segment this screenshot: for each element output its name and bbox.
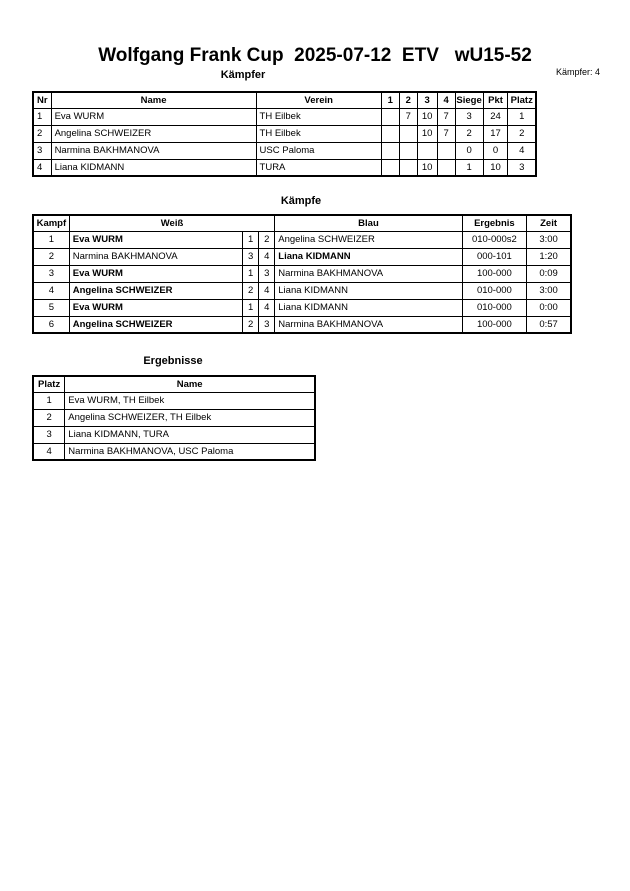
fighter-wins: 1: [455, 159, 483, 176]
fighter-r1: [381, 142, 399, 159]
fight-row: [33, 231, 571, 248]
page-title: Wolfgang Frank Cup 2025-07-12 ETV wU15-52: [98, 45, 532, 66]
col-round-2: 2: [399, 92, 417, 108]
fight-no: 1: [33, 231, 69, 248]
fighter-wins: 0: [455, 142, 483, 159]
fight-blue-nr: 2: [259, 231, 275, 248]
fighter-club: TH Eilbek: [256, 108, 381, 125]
fight-result: 100-000: [462, 265, 526, 282]
fights-table: [32, 214, 572, 334]
col-round-3: 3: [417, 92, 437, 108]
result-row: [33, 426, 315, 443]
col-round-4: 4: [437, 92, 455, 108]
result-name: Narmina BAKHMANOVA, USC Paloma: [65, 443, 315, 460]
fight-blue-nr: 3: [259, 316, 275, 333]
fighter-place: 2: [508, 125, 536, 142]
fight-row: [33, 248, 571, 265]
fighter-points: 17: [483, 125, 508, 142]
fighter-name: Liana KIDMANN: [51, 159, 256, 176]
fight-blue-name: Angelina SCHWEIZER: [275, 231, 462, 248]
fighter-r1: [381, 159, 399, 176]
fighter-r1: [381, 125, 399, 142]
fight-row: [33, 282, 571, 299]
fights-section-title: Kämpfe: [280, 195, 322, 207]
fighter-r3: 10: [417, 108, 437, 125]
fighter-club: USC Paloma: [256, 142, 381, 159]
fighter-place: 3: [508, 159, 536, 176]
fighter-nr: 4: [33, 159, 51, 176]
col-place: Platz: [508, 92, 536, 108]
fight-no: 6: [33, 316, 69, 333]
fighter-row: [33, 159, 536, 176]
fighter-club: TURA: [256, 159, 381, 176]
fights-header-row: [33, 215, 571, 231]
fighter-r4: [437, 142, 455, 159]
fight-blue-nr: 4: [259, 248, 275, 265]
fighter-name: Angelina SCHWEIZER: [51, 125, 256, 142]
fight-result: 010-000: [462, 282, 526, 299]
col-round-1: 1: [381, 92, 399, 108]
fight-white-nr: 1: [243, 265, 259, 282]
fighter-r3: [417, 142, 437, 159]
fight-blue-name: Liana KIDMANN: [275, 299, 462, 316]
fight-result: 010-000: [462, 299, 526, 316]
fighter-r3: 10: [417, 159, 437, 176]
fighter-wins: 2: [455, 125, 483, 142]
fight-no: 5: [33, 299, 69, 316]
fighter-place: 1: [508, 108, 536, 125]
col-name: Name: [51, 92, 256, 108]
fight-row: [33, 316, 571, 333]
fight-no: 4: [33, 282, 69, 299]
fighter-r4: 7: [437, 108, 455, 125]
fighter-r2: 7: [399, 108, 417, 125]
fight-blue-name: Narmina BAKHMANOVA: [275, 265, 462, 282]
fighter-r4: 7: [437, 125, 455, 142]
fight-time: 3:00: [527, 282, 571, 299]
fighter-row: [33, 142, 536, 159]
fight-white-name: Angelina SCHWEIZER: [69, 316, 242, 333]
fighter-nr: 2: [33, 125, 51, 142]
fight-white-nr: 1: [243, 231, 259, 248]
col-result-name: Name: [65, 376, 315, 392]
fighter-count: Kämpfer: 4: [555, 67, 600, 77]
result-name: Angelina SCHWEIZER, TH Eilbek: [65, 409, 315, 426]
results-table: [32, 375, 316, 461]
fight-result: 010-000s2: [462, 231, 526, 248]
fight-white-name: Eva WURM: [69, 231, 242, 248]
col-result: Ergebnis: [462, 215, 526, 231]
fighter-r2: [399, 142, 417, 159]
result-row: [33, 443, 315, 460]
fighter-row: [33, 108, 536, 125]
fight-white-nr: 1: [243, 299, 259, 316]
fighter-club: TH Eilbek: [256, 125, 381, 142]
fight-blue-nr: 3: [259, 265, 275, 282]
fighter-name: Narmina BAKHMANOVA: [51, 142, 256, 159]
fighter-r2: [399, 159, 417, 176]
fight-no: 2: [33, 248, 69, 265]
fight-time: 0:09: [527, 265, 571, 282]
fight-row: [33, 299, 571, 316]
fight-blue-name: Liana KIDMANN: [275, 248, 462, 265]
result-place: 4: [33, 443, 65, 460]
fight-time: 0:57: [527, 316, 571, 333]
result-row: [33, 392, 315, 409]
results-section-title: Ergebnisse: [143, 355, 203, 367]
fight-white-nr: 2: [243, 316, 259, 333]
fighters-table: [32, 91, 537, 177]
fight-white-name: Eva WURM: [69, 265, 242, 282]
fight-row: [33, 265, 571, 282]
col-blue: Blau: [275, 215, 462, 231]
fighter-wins: 3: [455, 108, 483, 125]
result-name: Eva WURM, TH Eilbek: [65, 392, 315, 409]
fight-white-nr: 3: [243, 248, 259, 265]
fighter-points: 24: [483, 108, 508, 125]
fight-blue-nr: 4: [259, 282, 275, 299]
fighter-place: 4: [508, 142, 536, 159]
fight-white-name: Narmina BAKHMANOVA: [69, 248, 242, 265]
fight-time: 0:00: [527, 299, 571, 316]
fight-result: 100-000: [462, 316, 526, 333]
fight-blue-nr: 4: [259, 299, 275, 316]
result-row: [33, 409, 315, 426]
col-result-place: Platz: [33, 376, 65, 392]
fighter-r2: [399, 125, 417, 142]
col-points: Pkt: [483, 92, 508, 108]
fighters-section-title: Kämpfer: [220, 69, 266, 81]
result-name: Liana KIDMANN, TURA: [65, 426, 315, 443]
fight-white-name: Angelina SCHWEIZER: [69, 282, 242, 299]
fighters-header-row: [33, 92, 536, 108]
result-place: 1: [33, 392, 65, 409]
fight-result: 000-101: [462, 248, 526, 265]
results-header-row: [33, 376, 315, 392]
fighter-r4: [437, 159, 455, 176]
fighter-name: Eva WURM: [51, 108, 256, 125]
col-fight-no: Kampf: [33, 215, 69, 231]
fight-time: 1:20: [527, 248, 571, 265]
fighter-row: [33, 125, 536, 142]
fighter-r3: 10: [417, 125, 437, 142]
result-place: 3: [33, 426, 65, 443]
result-place: 2: [33, 409, 65, 426]
col-club: Verein: [256, 92, 381, 108]
fight-blue-name: Narmina BAKHMANOVA: [275, 316, 462, 333]
fight-blue-name: Liana KIDMANN: [275, 282, 462, 299]
fight-time: 3:00: [527, 231, 571, 248]
fighter-nr: 1: [33, 108, 51, 125]
fighter-nr: 3: [33, 142, 51, 159]
fight-no: 3: [33, 265, 69, 282]
col-time: Zeit: [527, 215, 571, 231]
fighter-points: 10: [483, 159, 508, 176]
fighter-points: 0: [483, 142, 508, 159]
col-wins: Siege: [455, 92, 483, 108]
fighter-r1: [381, 108, 399, 125]
col-nr: Nr: [33, 92, 51, 108]
fight-white-name: Eva WURM: [69, 299, 242, 316]
col-white: Weiß: [69, 215, 275, 231]
fight-white-nr: 2: [243, 282, 259, 299]
